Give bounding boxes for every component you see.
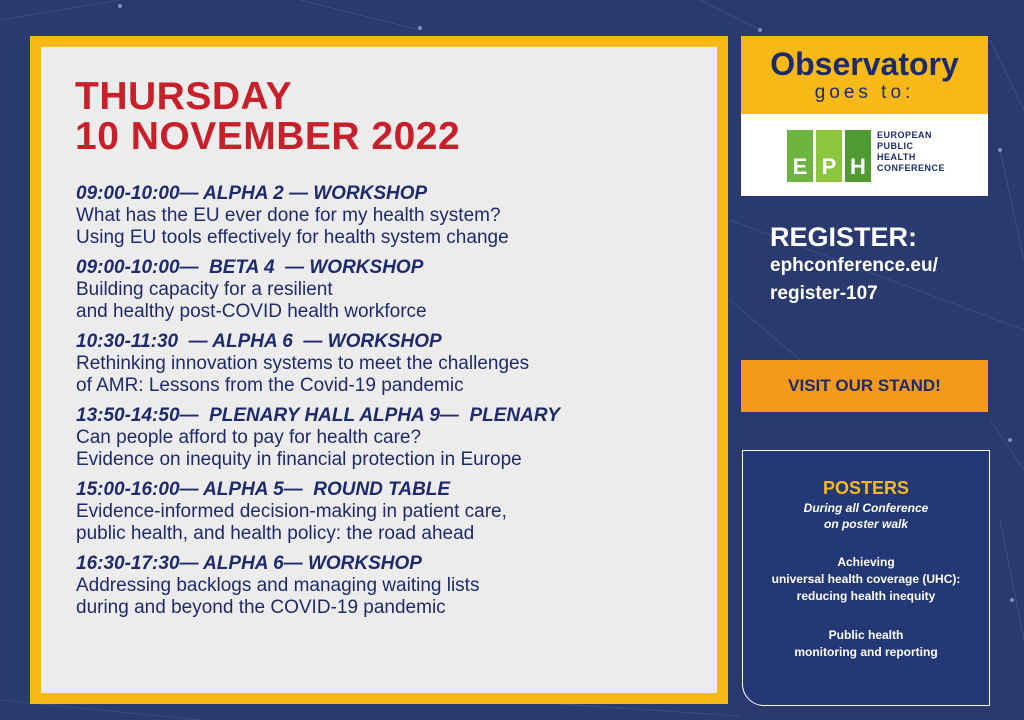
posters-title: POSTERS [822,478,910,498]
session-description: Addressing backlogs and managing waiting lists during and beyond the COVID-19 pandemic [76,575,480,618]
session-heading: 15:00-16:00— ALPHA 5— ROUND TABLE [76,479,451,500]
list-item [76,331,696,397]
session-list [76,183,696,627]
eph-logo-box [741,114,988,196]
session-heading: 16:30-17:30— ALPHA 6— WORKSHOP [76,553,422,574]
list-item [76,405,696,471]
eph-wordmark: EUROPEAN PUBLIC HEALTH CONFERENCE [877,130,946,173]
session-description: What has the EU ever done for my health system? Using EU tools effectively for health system change [76,205,509,248]
list-item [76,257,696,323]
eph-logo [787,130,873,182]
eph-letter-p: P [821,154,837,179]
session-description: Building capacity for a resilient and healthy post-COVID health workforce [76,279,427,322]
session-description: Can people afford to pay for health care? Evidence on inequity in financial protection in Europe [76,427,522,470]
register-link[interactable]: ephconference.eu/ register-107 [770,255,938,304]
register-block [770,222,938,308]
posters-panel [742,450,990,706]
posters-subtitle: During all Conference on poster walk [803,501,929,531]
register-title: REGISTER: [770,222,918,252]
visit-stand-button[interactable]: VISIT OUR STAND! [741,360,988,412]
observatory-subtitle: goes to: [814,82,915,103]
session-description: Evidence-informed decision-making in patient care, public health, and health policy: the road ahead [76,501,507,544]
list-item [76,553,696,619]
eph-letter-e: E [792,154,808,179]
session-description: Rethinking innovation systems to meet the challenges of AMR: Lessons from the Covid-19 pandemic [76,353,530,396]
poster-item: Achieving universal health coverage (UHC): reducing health inequity [771,555,961,603]
list-item [76,183,696,249]
eph-letter-h: H [850,154,866,179]
schedule-card [30,36,728,704]
page-title: THURSDAY 10 NOVEMBER 2022 [75,75,461,158]
observatory-title: Observatory [770,46,959,82]
poster-item: Public health monitoring and reporting [794,628,938,659]
session-heading: 10:30-11:30 — ALPHA 6 — WORKSHOP [76,331,442,352]
session-heading: 13:50-14:50— PLENARY HALL ALPHA 9— PLENARY [76,405,560,426]
session-heading: 09:00-10:00— ALPHA 2 — WORKSHOP [76,183,428,204]
session-heading: 09:00-10:00— BETA 4 — WORKSHOP [76,257,424,278]
observatory-banner [741,36,988,114]
list-item [76,479,696,545]
